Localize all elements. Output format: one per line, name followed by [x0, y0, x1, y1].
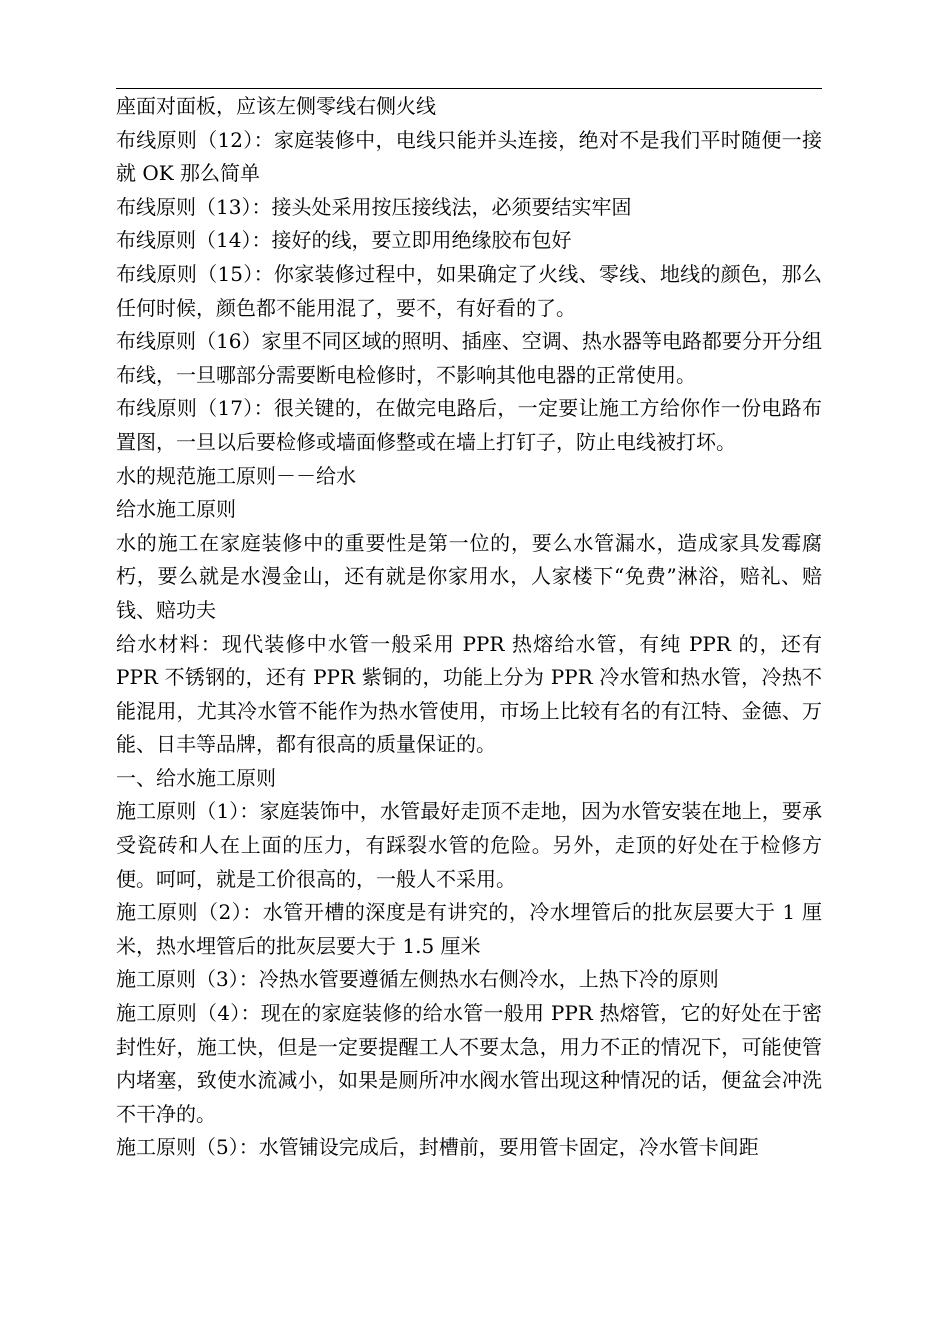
paragraph-wiring-socket-orientation: 座面对面板，应该左侧零线右侧火线	[116, 94, 436, 118]
paragraph-wiring-rule-16: 布线原则（16）家里不同区域的照明、插座、空调、热水器等电路都要分开分组布线，一旦哪部分需要断电检修时，不影响其他电器的正常使用。	[116, 329, 822, 387]
paragraph-water-rule-4: 施工原则（4）：现在的家庭装修的给水管一般用 PPR 热熔管，它的好处在于密封性好，施工快，但是一定要提醒工人不要太急，用力不正的情况下，可能使管内堵塞，致使水流减小，如果是厕所冲水阀水管出现这种情况的话，便盆会冲洗不干净的。	[116, 1001, 822, 1126]
paragraph-water-materials: 给水材料：现代装修中水管一般采用 PPR 热熔给水管，有纯 PPR 的，还有 PPR 不锈钢的，还有 PPR 紫铜的，功能上分为 PPR 冷水管和热水管，冷热不能混用，尤其冷水管不能作为热水管使用，市场上比较有名的有江特、金德、万能、日丰等品牌，都有很高的质量保证的。	[116, 631, 822, 757]
paragraph-wiring-rule-13: 布线原则（13）：接头处采用按压接线法，必须要结实牢固	[116, 194, 632, 219]
paragraph-water-rule-2: 施工原则（2）：水管开槽的深度是有讲究的，冷水埋管后的批灰层要大于 1 厘米，热水埋管后的批灰层要大于 1.5 厘米	[116, 900, 822, 958]
heading-water-principles-list: 一、给水施工原则	[116, 765, 276, 790]
paragraph-water-rule-3: 施工原则（3）：冷热水管要遵循左侧热水右侧冷水，上热下冷的原则	[116, 967, 719, 992]
paragraph-wiring-rule-12: 布线原则（12）：家庭装修中，电线只能并头连接，绝对不是我们平时随便一接就 OK 那么简单	[116, 127, 822, 186]
document-body	[116, 90, 822, 1165]
paragraph-water-rule-1: 施工原则（1）：家庭装饰中，水管最好走顶不走地，因为水管安装在地上，要承受瓷砖和人在上面的压力，有踩裂水管的危险。另外，走顶的好处在于检修方便。呵呵，就是工价很高的，一般人不采用。	[116, 799, 822, 891]
section-heading-water-supply: 水的规范施工原则－－给水	[116, 463, 356, 488]
paragraph-wiring-rule-14: 布线原则（14）：接好的线，要立即用绝缘胶布包好	[116, 228, 572, 253]
paragraph-water-rule-5: 施工原则（5）：水管铺设完成后，封槽前，要用管卡固定，冷水管卡间距	[116, 1135, 759, 1160]
paragraph-water-importance: 水的施工在家庭装修中的重要性是第一位的，要么水管漏水，造成家具发霉腐朽，要么就是水漫金山，还有就是你家用水，人家楼下“免费”淋浴，赔礼、赔钱、赔功夫	[116, 530, 822, 622]
subheading-water-supply-principles: 给水施工原则	[116, 497, 236, 522]
header-rule	[116, 88, 822, 89]
paragraph-wiring-rule-15: 布线原则（15）：你家装修过程中，如果确定了火线、零线、地线的颜色，那么任何时候，颜色都不能用混了，要不，有好看的了。	[116, 261, 822, 320]
paragraph-wiring-rule-17: 布线原则（17）：很关键的，在做完电路后，一定要让施工方给你作一份电路布置图，一旦以后要检修或墙面修整或在墙上打钉子，防止电线被打坏。	[116, 396, 822, 454]
